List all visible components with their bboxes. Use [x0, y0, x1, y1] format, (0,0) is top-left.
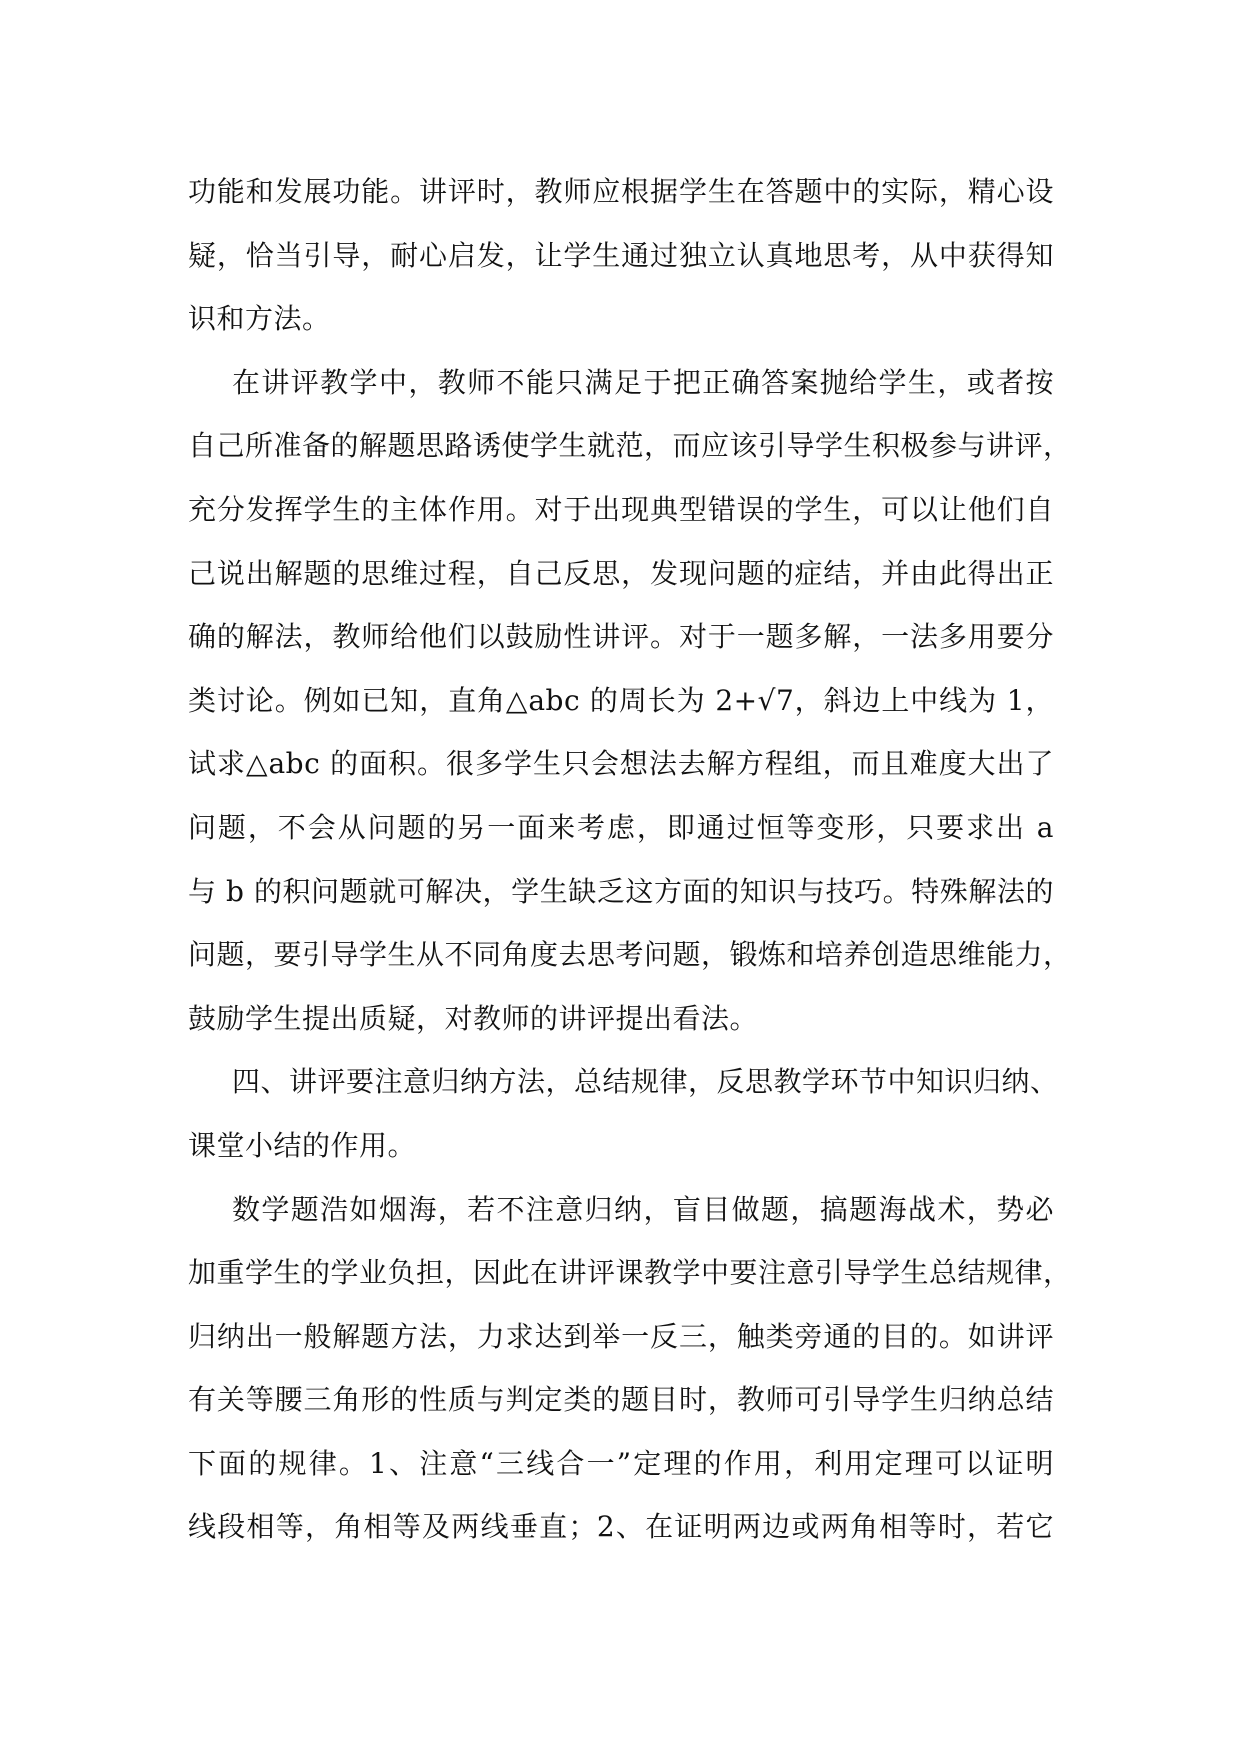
text-line: 试求△abc 的面积。很多学生只会想法去解方程组，而且难度大出了 — [188, 747, 1054, 781]
text-line: 有关等腰三角形的性质与判定类的题目时，教师可引导学生归纳总结 — [188, 1383, 1054, 1417]
body-text — [188, 160, 1072, 1559]
text-line: 与 b 的积问题就可解决，学生缺乏这方面的知识与技巧。特殊解法的 — [188, 874, 1054, 908]
text-line: 充分发挥学生的主体作用。对于出现典型错误的学生，可以让他们自 — [188, 492, 1054, 526]
text-line: 功能和发展功能。讲评时，教师应根据学生在答题中的实际，精心设 — [188, 175, 1054, 208]
text-line: 归纳出一般解题方法，力求达到举一反三，触类旁通的目的。如讲评 — [188, 1319, 1054, 1353]
text-line: 问题，不会从问题的另一面来考虑，即通过恒等变形，只要求出 a — [188, 810, 1054, 844]
text-line: 线段相等，角相等及两线垂直；2、在证明两边或两角相等时，若它 — [188, 1510, 1054, 1544]
text-line: 疑，恰当引导，耐心启发，让学生通过独立认真地思考，从中获得知 — [188, 238, 1054, 272]
text-line: 识和方法。 — [188, 302, 331, 336]
text-line: 类讨论。例如已知，直角△abc 的周长为 2+√7，斜边上中线为 1， — [188, 683, 1054, 717]
text-line: 确的解法，教师给他们以鼓励性讲评。对于一题多解，一法多用要分 — [188, 620, 1054, 654]
text-line: 问题，要引导学生从不同角度去思考问题，锻炼和培养创造思维能力， — [188, 938, 1072, 972]
text-line: 下面的规律。1、注意“三线合一”定理的作用，利用定理可以证明 — [188, 1446, 1054, 1480]
text-line: 自己所准备的解题思路诱使学生就范，而应该引导学生积极参与讲评， — [188, 429, 1072, 463]
text-line: 加重学生的学业负担，因此在讲评课教学中要注意引导学生总结规律， — [188, 1256, 1072, 1290]
text-line: 数学题浩如烟海，若不注意归纳，盲目做题，搞题海战术，势必 — [232, 1192, 1054, 1226]
text-line: 己说出解题的思维过程，自己反思，发现问题的症结，并由此得出正 — [188, 556, 1054, 590]
text-line: 鼓励学生提出质疑，对教师的讲评提出看法。 — [188, 1001, 759, 1035]
text-line: 课堂小结的作用。 — [188, 1128, 417, 1162]
text-line: 四、讲评要注意归纳方法，总结规律，反思教学环节中知识归纳、 — [232, 1065, 1059, 1099]
text-line: 在讲评教学中，教师不能只满足于把正确答案抛给学生，或者按 — [232, 365, 1054, 399]
